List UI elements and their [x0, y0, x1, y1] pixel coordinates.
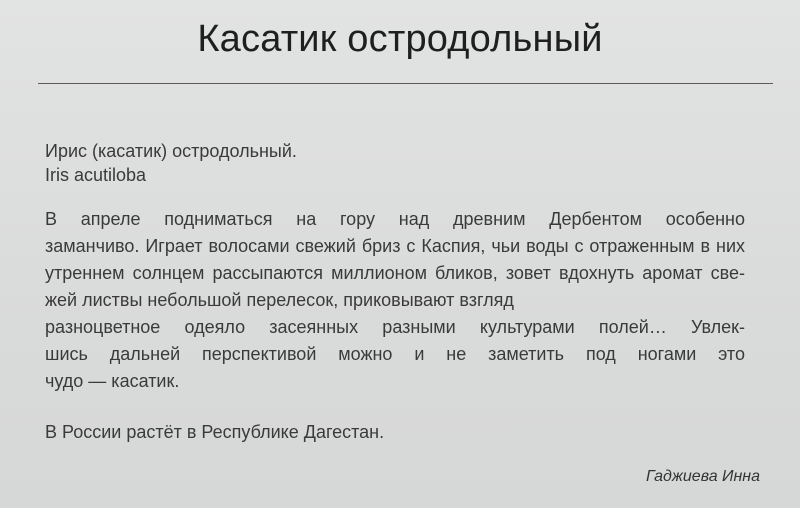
page-title: Касатик остродольный [197, 18, 603, 60]
description-line: разноцветное одеяло засеянных разными культурами полей… Увлек- [45, 317, 745, 337]
description-line: жей листвы небольшой перелесок, приковывают взгляд [45, 290, 514, 310]
latin-name: Iris acutiloba [45, 165, 147, 185]
description-line: В апреле подниматься на гору над древним Дербентом особенно [45, 209, 745, 229]
description-line: чудо — касатик. [45, 371, 180, 391]
plant-names [45, 139, 297, 187]
author-signature: Гаджиева Инна [645, 468, 760, 485]
russian-name: Ирис (касатик) остродольный. [45, 141, 297, 161]
description-line: заманчиво. Играет волосами свежий бриз с Каспия, чьи воды с отраженным в них [45, 236, 745, 256]
distribution-note: В России растёт в Республике Дагестан. [45, 422, 385, 442]
description [45, 206, 745, 395]
description-line: утреннем солнцем рассыпаются миллионом бликов, зовет вдохнуть аромат све- [45, 263, 745, 283]
title-divider [38, 83, 773, 84]
description-line: шись дальней перспективой можно и не заметить под ногами это [45, 344, 745, 364]
